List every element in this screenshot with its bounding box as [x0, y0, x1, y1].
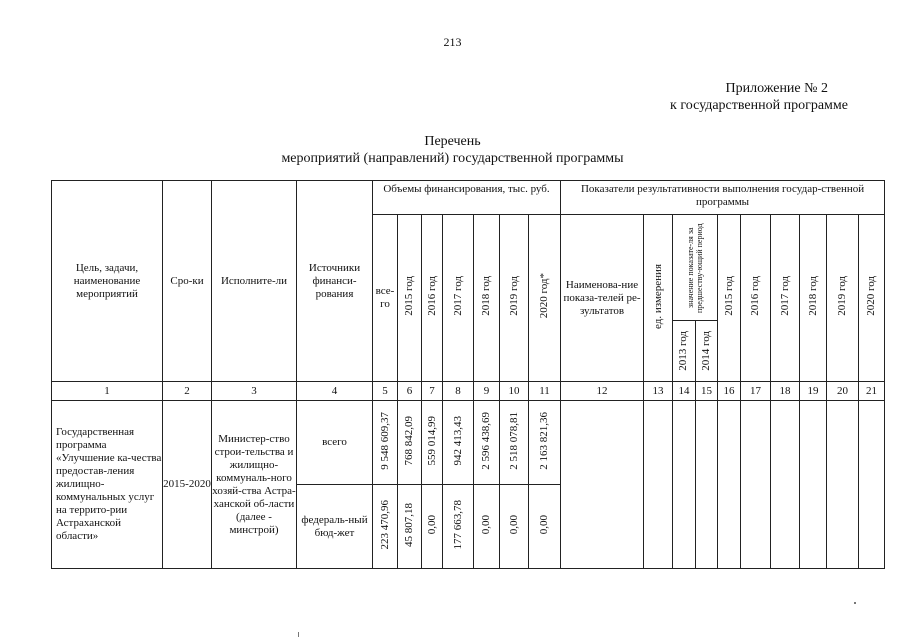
indicator-cell [696, 401, 718, 569]
indicator-cell [771, 401, 800, 569]
document-title [0, 133, 905, 167]
funding-value: 45 807,18 [403, 502, 415, 547]
funding-value: 942 413,43 [451, 415, 464, 466]
funding-value: 223 470,96 [378, 499, 391, 550]
column-number: 5 [373, 382, 398, 401]
funding-value: 2 163 821,36 [538, 411, 550, 470]
column-number: 9 [474, 382, 500, 401]
annex-line-2: к государственной программе [670, 98, 848, 113]
header-sources: Источники финанси-рования [297, 181, 373, 382]
header-goal: Цель, задачи, наименование мероприятий [52, 181, 163, 382]
table-row [52, 401, 885, 485]
indicator-cell [827, 401, 859, 569]
column-number: 11 [529, 382, 561, 401]
column-number: 12 [561, 382, 644, 401]
indicator-cell [741, 401, 771, 569]
funding-value: 559 014,99 [425, 415, 438, 466]
program-terms: 2015-2020 [163, 401, 212, 569]
indicator-cell [800, 401, 827, 569]
program-executor: Министер-ство строи-тельства и жилищно-коммуналь-ного хозяй-ства Астра-ханской об-ласти (далее - минстрой) [212, 401, 297, 569]
funding-value: 0,00 [507, 514, 520, 535]
header-funding-group: Объемы финансирования, тыс. руб. [373, 181, 561, 215]
funding-value: 177 663,78 [451, 499, 464, 550]
indicator-cell [718, 401, 741, 569]
annex-note [670, 80, 848, 114]
column-number: 15 [696, 382, 718, 401]
funding-value: 0,00 [425, 514, 438, 535]
column-number: 6 [398, 382, 422, 401]
header-funding-2018: 2018 год [480, 276, 492, 316]
header-unit: ед. измерения [651, 263, 664, 329]
funding-source: всего [297, 401, 373, 485]
header-funding-2017: 2017 год [451, 276, 464, 316]
indicator-cell [859, 401, 885, 569]
header-results-group: Показатели результативности выполнения государ-ственной программы [561, 181, 885, 215]
funding-value: 768 842,09 [403, 415, 415, 466]
column-number: 7 [422, 382, 443, 401]
header-funding-2015: 2015 год [403, 276, 415, 316]
header-executors: Исполните-ли [212, 181, 297, 382]
column-number: 4 [297, 382, 373, 401]
funding-value: 0,00 [538, 514, 550, 535]
header-indicator-name: Наименова-ние показа-телей ре-зультатов [561, 215, 644, 382]
scan-speck [298, 632, 299, 637]
title-line-2: мероприятий (направлений) государственной программы [281, 151, 624, 166]
column-number: 10 [500, 382, 529, 401]
header-prior-period: значение показате-ля за предшеству-ющий период [686, 222, 704, 313]
column-number-row [52, 382, 885, 401]
header-prior-2014: 2014 год [699, 331, 712, 371]
column-number: 14 [673, 382, 696, 401]
header-funding-2020: 2020 год* [538, 273, 550, 319]
header-result-2018: 2018 год [806, 276, 819, 316]
funding-value: 2 518 078,81 [507, 411, 520, 470]
column-number: 16 [718, 382, 741, 401]
column-number: 20 [827, 382, 859, 401]
indicator-cell [673, 401, 696, 569]
column-number: 1 [52, 382, 163, 401]
funding-source: федераль-ный бюд-жет [297, 485, 373, 569]
column-number: 19 [800, 382, 827, 401]
indicator-cell [561, 401, 644, 569]
header-terms: Сро-ки [163, 181, 212, 382]
header-prior-2013: 2013 год [677, 331, 690, 371]
program-goal: Государственная программа «Улучшение ка-чества предостав-ления жилищно-коммунальных услуг на террито-рии Астраханской области» [52, 401, 163, 569]
funding-value: 2 596 438,69 [480, 411, 492, 470]
title-line-1: Перечень [424, 134, 481, 149]
column-number: 3 [212, 382, 297, 401]
page-number: 213 [443, 35, 462, 49]
annex-line-1: Приложение № 2 [725, 81, 828, 96]
column-number: 2 [163, 382, 212, 401]
header-result-2019: 2019 год [836, 276, 848, 316]
header-funding-2019: 2019 год [507, 276, 520, 316]
header-result-2020: 2020 год [865, 276, 878, 316]
column-number: 8 [443, 382, 474, 401]
column-number: 13 [644, 382, 673, 401]
column-number: 21 [859, 382, 885, 401]
scan-speck [854, 602, 856, 604]
header-result-2017: 2017 год [778, 276, 791, 316]
indicator-cell [644, 401, 673, 569]
funding-value: 9 548 609,37 [378, 411, 391, 470]
header-funding-2016: 2016 год [425, 276, 438, 316]
column-number: 17 [741, 382, 771, 401]
header-result-2016: 2016 год [749, 276, 761, 316]
header-funding-total: все-го [373, 215, 398, 382]
header-result-2015: 2015 год [722, 276, 735, 316]
column-number: 18 [771, 382, 800, 401]
funding-value: 0,00 [480, 514, 492, 535]
program-table [51, 180, 885, 569]
